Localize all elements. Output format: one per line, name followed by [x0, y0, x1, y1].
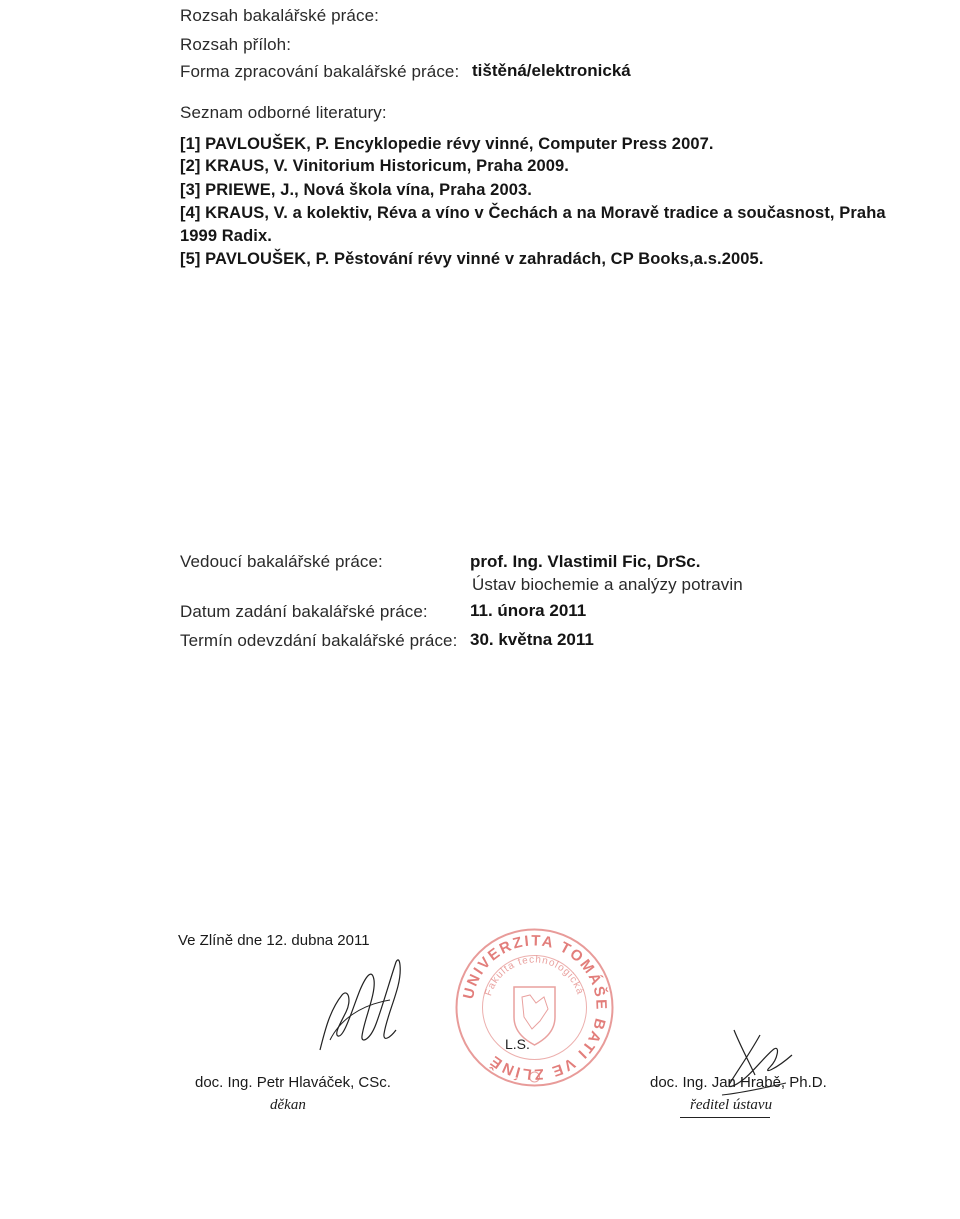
director-title-underline [680, 1117, 770, 1118]
dean-title: děkan [270, 1097, 306, 1113]
literature-item: [2] KRAUS, V. Vinitorium Historicum, Praha 2009. [180, 157, 569, 175]
assigned-date-label: Datum zadání bakalářské práce: [180, 602, 428, 621]
director-name: doc. Ing. Jan Hrabě, Ph.D. [650, 1074, 827, 1091]
rozsah-prace-label: Rozsah bakalářské práce: [180, 6, 379, 25]
director-title: ředitel ústavu [690, 1097, 773, 1113]
deadline-label: Termín odevzdání bakalářské práce: [180, 631, 458, 650]
assigned-date-value: 11. února 2011 [470, 601, 587, 620]
literature-item: [5] PAVLOUŠEK, P. Pěstování révy vinné v zahradách, CP Books,a.s.2005. [180, 250, 764, 268]
stamp-inner-text: Fakulta technologická [483, 954, 586, 998]
supervisor-name: prof. Ing. Vlastimil Fic, DrSc. [470, 552, 701, 571]
supervisor-label: Vedoucí bakalářské práce: [180, 552, 383, 571]
stamp-label: L.S. [505, 1036, 530, 1052]
literature-item: [4] KRAUS, V. a kolektiv, Réva a víno v Čechách a na Moravě tradice a současnost, Praha [180, 204, 886, 222]
rozsah-priloh-label: Rozsah příloh: [180, 35, 292, 54]
forma-label: Forma zpracování bakalářské práce: [180, 62, 460, 81]
deadline-value: 30. května 2011 [470, 630, 594, 649]
forma-value: tištěná/elektronická [472, 61, 631, 80]
dean-signature [300, 950, 410, 1060]
literature-item-continuation: 1999 Radix. [180, 227, 272, 245]
official-stamp [452, 925, 617, 1090]
dean-name: doc. Ing. Petr Hlaváček, CSc. [195, 1074, 391, 1091]
literature-heading: Seznam odborné literatury: [180, 103, 387, 122]
place-date: Ve Zlíně dne 12. dubna 2011 [178, 932, 370, 949]
literature-item: [3] PRIEWE, J., Nová škola vína, Praha 2003. [180, 181, 532, 199]
supervisor-institute: Ústav biochemie a analýzy potravin [472, 575, 743, 594]
stamp-ring-text: UNIVERZITA TOMÁŠE BATI VE ZLÍNĚ [459, 932, 610, 1083]
literature-item: [1] PAVLOUŠEK, P. Encyklopedie révy vinné, Computer Press 2007. [180, 135, 714, 153]
